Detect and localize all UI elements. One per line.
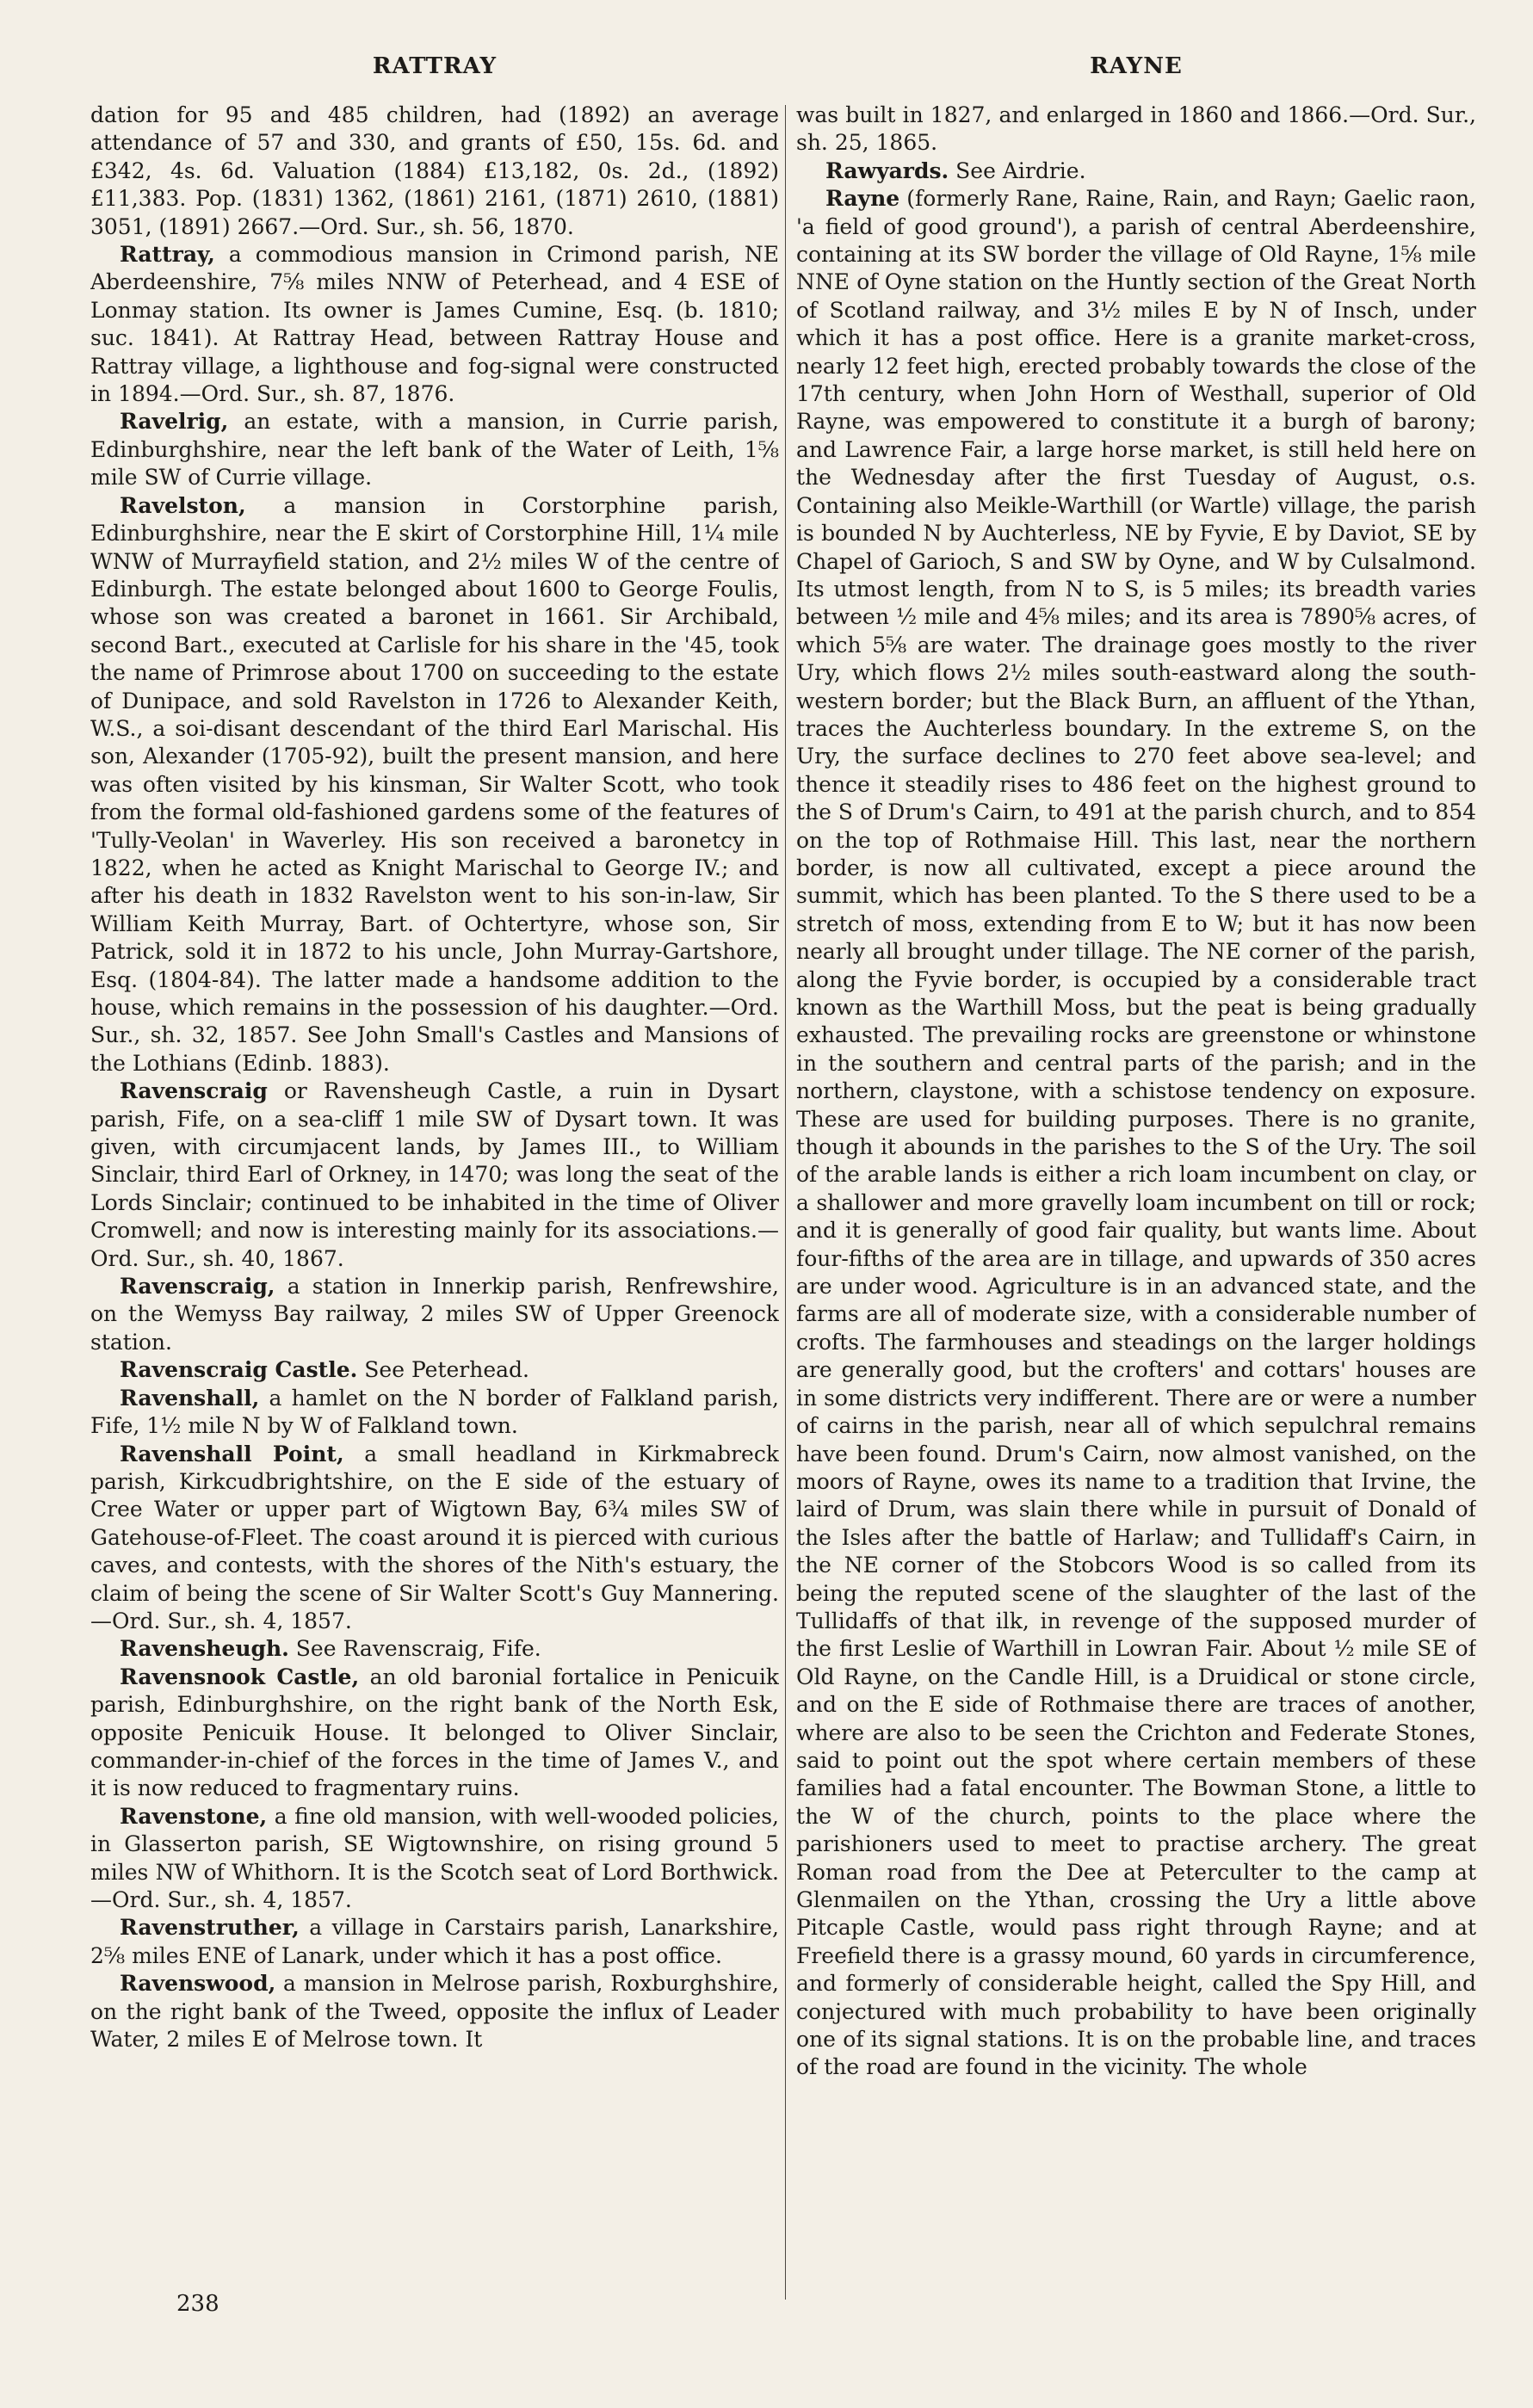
entry-headword: Ravenstruther, (120, 1915, 300, 1941)
gazetteer-entry (90, 1273, 779, 1356)
entry-headword: Ravelrig, (120, 409, 229, 435)
entry-headword: Ravensheugh. (120, 1636, 289, 1662)
entry-text: a hamlet on the N border of Falkland parish, Fife, 1½ mile N by W of Falkland town. (90, 1385, 779, 1439)
gazetteer-entry (90, 408, 779, 491)
running-head-right: RAYNE (1090, 53, 1183, 79)
entry-headword: Ravenswood, (120, 1971, 276, 1997)
entry-headword: Ravenscraig (120, 1078, 268, 1104)
entry-headword: Ravelston, (120, 492, 246, 518)
entry-text: a village in Carstairs parish, Lanarkshire, 2⅝ miles ENE of Lanark, under which it has a post office. (90, 1915, 779, 1968)
entry-headword: Rattray, (120, 242, 215, 268)
entry-headword: Ravenscraig Castle. (120, 1357, 358, 1383)
gazetteer-entry (90, 1356, 779, 1384)
entry-headword: Ravensnook Castle, (120, 1664, 360, 1689)
entry-text: See Ravenscraig, Fife. (288, 1636, 541, 1662)
gazetteer-entry (796, 185, 1476, 2082)
entry-headword: Ravenstone, (120, 1803, 268, 1829)
entry-headword: Ravenshall, (120, 1385, 260, 1411)
entry-text: an old baronial fortalice in Penicuik parish, Edinburghshire, on the right bank of the North Esk, opposite Penicuik House. It belonged to Oliver Sinclair, commander-in-chief of the forces in the time of James V., and it is now reduced to fragmentary ruins. (90, 1664, 779, 1801)
gazetteer-entry (90, 1077, 779, 1273)
entry-text: See Peterhead. (357, 1357, 529, 1383)
entry-text: (formerly Rane, Raine, Rain, and Rayn; Gaelic raon, 'a field of good ground'), a parish of central Aberdeenshire, containing at its SW border the village of Old Rayne, 1⅝ mile NNE of Oyne station on the Huntly section of the Great North of Scotland railway, and 3½ miles E by N of Insch, under which it has a post office. Here is a granite market-cross, nearly 12 feet high, erected probably towards the close of the 17th century, when John Horn of Westhall, superior of Old Rayne, was empowered to constitute it a burgh of barony; and Lawrence Fair, a large horse market, is still held here on the Wednesday after the first Tuesday of August, o.s. Containing also Meikle-Warthill (or Wartle) village, the parish is bounded N by Auchterless, NE by Fyvie, E by Daviot, SE by Chapel of Garioch, S and SW by Oyne, and W by Culsalmond. Its utmost length, from N to S, is 5 miles; its breadth varies between ½ mile and 4⅝ miles; and its area is 7890⅝ acres, of which 5⅝ are water. The drainage goes mostly to the river Ury, which flows 2½ miles south-eastward along the south-western border; but the Black Burn, an affluent of the Ythan, traces the Auchterless boundary. In the extreme S, on the Ury, the surface declines to 270 feet above sea-level; and thence it steadily rises to 486 feet on the highest ground to the S of Drum's Cairn, to 491 at the parish church, and to 854 on the top of Rothmaise Hill. This last, near the northern border, is now all cultivated, except a piece around the summit, which has been planted. To the S there used to be a stretch of moss, extending from E to W; but it has now been nearly all brought under tillage. The NE corner of the parish, along the Fyvie border, is occupied by a considerable tract known as the Warthill Moss, but the peat is being gradually exhausted. The prevailing rocks are greenstone or whinstone in the southern and central parts of the parish; and in the northern, claystone, with a schistose tendency on exposure. These are used for building purposes. There is no granite, though it abounds in the parishes to the S of the Ury. The soil of the arable lands is either a rich loam incumbent on clay, or a shallower and more gravelly loam incumbent on till or rock; and it is generally of good fair quality, but wants lime. About four-fifths of the area are in tillage, and upwards of 350 acres are under wood. Agriculture is in an advanced state, and the farms are all of moderate size, with a considerable number of crofts. The farmhouses and steadings on the larger holdings are generally good, but the crofters' and cottars' houses are in some districts very indifferent. There are or were a number of cairns in the parish, near all of which sepulchral remains have been found. Drum's Cairn, now almost vanished, on the moors of Rayne, owes its name to a tradition that Irvine, the laird of Drum, was slain there while in pursuit of Donald of the Isles after the battle of Harlaw; and Tullidaff's Cairn, in the NE corner of the Stobcors Wood is so called from its being the reputed scene of the slaughter of the last of the Tullidaffs of that ilk, in revenge of the supposed murder of the first Leslie of Warthill in Lowran Fair. About ½ mile SE of Old Rayne, on the Candle Hill, is a Druidical or stone circle, and on the E side of Rothmaise there are traces of another, where are also to be seen the Crichton and Federate Stones, said to point out the spot where certain members of these families had a fatal encounter. The Bowman Stone, a little to the W of the church, points to the place where the parishioners used to meet to practise archery. The great Roman road from the Dee at Peterculter to the camp at Glenmailen on the Ythan, crossing the Ury a little above Pitcaple Castle, would pass right through Rayne; and at Freefield there is a grassy mound, 60 yards in circumference, and formerly of considerable height, called the Spy Hill, and conjectured with much probability to have been originally one of its signal stations. It is on the probable line, and traces of the road are found in the vicinity. The whole (796, 186, 1476, 2080)
entry-headword: Ravenscraig, (120, 1274, 275, 1300)
gazetteer-entry (90, 1385, 779, 1441)
gazetteer-entry (90, 1970, 779, 2053)
gazetteer-entry (90, 102, 779, 241)
entry-headword: Rayne (825, 186, 900, 212)
entry-text: a station in Innerkip parish, Renfrewshire, on the Wemyss Bay railway, 2 miles SW of Upper Greenock station. (90, 1274, 779, 1355)
gazetteer-entry (90, 1664, 779, 1803)
entry-text: See Airdrie. (949, 157, 1086, 183)
entry-text: a fine old mansion, with well-wooded policies, in Glasserton parish, SE Wigtownshire, on rising ground 5 miles NW of Whithorn. It is the Scotch seat of Lord Borthwick.—Ord. Sur., sh. 4, 1857. (90, 1803, 779, 1912)
entry-text: an estate, with a mansion, in Currie parish, Edinburghshire, near the left bank of the Water of Leith, 1⅝ mile SW of Currie village. (90, 409, 779, 491)
entry-text: was built in 1827, and enlarged in 1860 and 1866.—Ord. Sur., sh. 25, 1865. (796, 102, 1476, 156)
right-column (796, 102, 1476, 2318)
gazetteer-entry (90, 1635, 779, 1663)
gazetteer-entry (90, 492, 779, 1078)
gazetteer-entry (90, 1803, 779, 1915)
running-head-left: RATTRAY (372, 53, 498, 79)
column-divider (785, 105, 786, 2300)
gazetteer-entry (796, 157, 1476, 185)
entry-headword: Ravenshall Point, (120, 1441, 344, 1466)
entry-headword: Rawyards. (825, 157, 949, 183)
entry-text: a mansion in Corstorphine parish, Edinburghshire, near the E skirt of Corstorphine Hill, 1¼ mile WNW of Murrayfield station, and 2½ miles W of the centre of Edinburgh. The estate belonged about 1600 to George Foulis, whose son was created a baronet in 1661. Sir Archibald, second Bart., executed at Carlisle for his share in the '45, took the name of Primrose about 1700 on succeeding to the estate of Dunipace, and sold Ravelston in 1726 to Alexander Keith, W.S., a soi-disant descendant of the third Earl Marischal. His son, Alexander (1705-92), built the present mansion, and here was often visited by his kinsman, Sir Walter Scott, who took from the formal old-fashioned gardens some of the features of 'Tully-Veolan' in Waverley. His son received a baronetcy in 1822, when he acted as Knight Marischal to George IV.; and after his death in 1832 Ravelston went to his son-in-law, Sir William Keith Murray, Bart. of Ochtertyre, whose son, Sir Patrick, sold it in 1872 to his uncle, John Murray-Gartshore, Esq. (1804-84). The latter made a handsome addition to the house, which remains in the possession of his daughter.—Ord. Sur., sh. 32, 1857. See John Small's Castles and Mansions of the Lothians (Edinb. 1883). (90, 492, 779, 1076)
left-column (90, 102, 779, 2318)
entry-text: a commodious mansion in Crimond parish, NE Aberdeenshire, 7⅝ miles NNW of Peterhead, and 4 ESE of Lonmay station. Its owner is James Cumine, Esq. (b. 1810; suc. 1841). At Rattray Head, between Rattray House and Rattray village, a lighthouse and fog-signal were constructed in 1894.—Ord. Sur., sh. 87, 1876. (90, 242, 779, 407)
entry-text: dation for 95 and 485 children, had (1892) an average attendance of 57 and 330, and grants of £50, 15s. 6d. and £342, 4s. 6d. Valuation (1884) £13,182, 0s. 2d., (1892) £11,383. Pop. (1831) 1362, (1861) 2161, (1871) 2610, (1881) 3051, (1891) 2667.—Ord. Sur., sh. 56, 1870. (90, 102, 779, 239)
gazetteer-entry (90, 1914, 779, 1970)
gazetteer-entry (796, 102, 1476, 157)
entry-text: a small headland in Kirkmabreck parish, Kirkcudbrightshire, on the E side of the estuary of Cree Water or upper part of Wigtown Bay, 6¾ miles SW of Gatehouse-of-Fleet. The coast around it is pierced with curious caves, and contests, with the shores of the Nith's estuary, the claim of being the scene of Sir Walter Scott's Guy Mannering.—Ord. Sur., sh. 4, 1857. (90, 1441, 779, 1633)
entry-text: or Ravensheugh Castle, a ruin in Dysart parish, Fife, on a sea-cliff 1 mile SW of Dysart town. It was given, with circumjacent lands, by James III., to William Sinclair, third Earl of Orkney, in 1470; was long the seat of the Lords Sinclair; continued to be inhabited in the time of Oliver Cromwell; and now is interesting mainly for its associations.—Ord. Sur., sh. 40, 1867. (90, 1078, 779, 1271)
gazetteer-entry (90, 1441, 779, 1636)
entry-text: a mansion in Melrose parish, Roxburghshire, on the right bank of the Tweed, opposite the influx of Leader Water, 2 miles E of Melrose town. It (90, 1971, 779, 2053)
gazetteer-entry (90, 241, 779, 408)
page-number: 238 (176, 2291, 219, 2317)
